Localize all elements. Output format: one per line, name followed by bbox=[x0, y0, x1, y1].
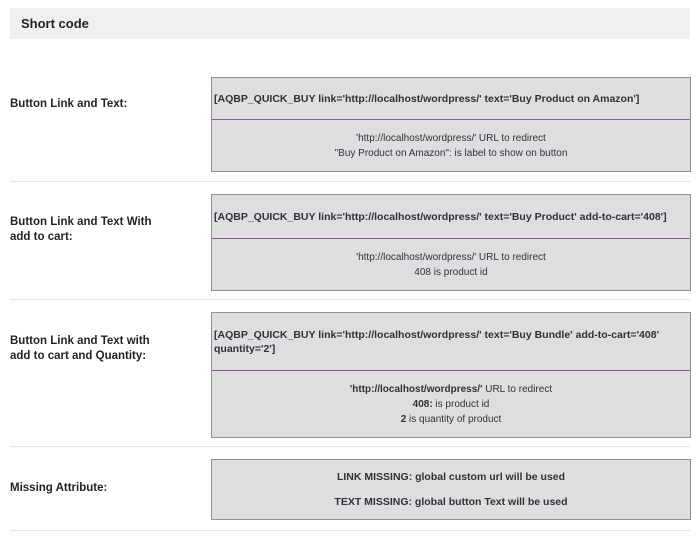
row-label-missing-attribute bbox=[10, 481, 200, 496]
shortcode-text[interactable]: [AQBP_QUICK_BUY link='http://localhost/wordpress/' text='Buy Bundle' add-to-cart='408' quantity='2'] bbox=[212, 313, 690, 371]
shortcode-description bbox=[212, 120, 690, 171]
missing-attribute-notes bbox=[212, 460, 690, 519]
description-line bbox=[401, 412, 502, 427]
row-label-add-to-cart bbox=[10, 215, 200, 245]
description-rest: is quantity of product bbox=[406, 413, 502, 425]
description-bold: 2 bbox=[400, 413, 407, 425]
shortcode-box-add-to-cart-quantity bbox=[211, 312, 691, 438]
row-divider bbox=[10, 299, 690, 300]
description-bold: 'http://localhost/wordpress/' bbox=[349, 383, 483, 395]
link-missing-note: LINK MISSING: global custom url will be used bbox=[336, 471, 566, 483]
section-title: Short code bbox=[10, 8, 690, 39]
shortcode-text[interactable]: [AQBP_QUICK_BUY link='http://localhost/wordpress/' text='Buy Product on Amazon'] bbox=[212, 78, 690, 120]
description-line bbox=[413, 397, 490, 412]
description-line: "Buy Product on Amazon": is label to show on button bbox=[334, 147, 568, 159]
row-label-line: add to cart and Quantity: bbox=[10, 350, 147, 362]
row-label-line: Button Link and Text: bbox=[10, 98, 128, 110]
shortcode-text[interactable]: [AQBP_QUICK_BUY link='http://localhost/wordpress/' text='Buy Product' add-to-cart='408'] bbox=[212, 195, 690, 239]
description-bold: 408: bbox=[412, 398, 433, 410]
shortcode-description bbox=[212, 371, 690, 437]
description-rest: URL to redirect bbox=[482, 383, 553, 395]
row-label-line: Button Link and Text With bbox=[10, 216, 152, 228]
shortcode-box-add-to-cart bbox=[211, 194, 691, 291]
row-label-line: Missing Attribute: bbox=[10, 482, 108, 494]
description-rest: is product id bbox=[432, 398, 490, 410]
text-missing-note: TEXT MISSING: global button Text will be used bbox=[334, 496, 568, 508]
shortcode-description bbox=[212, 239, 690, 290]
shortcode-box-button-link-text bbox=[211, 77, 691, 172]
row-label-button-link-text bbox=[10, 97, 200, 112]
description-line: 'http://localhost/wordpress/' URL to redirect bbox=[356, 132, 546, 144]
row-label-line: Button Link and Text with bbox=[10, 335, 150, 347]
description-line: 408 is product id bbox=[414, 266, 488, 278]
description-line: 'http://localhost/wordpress/' URL to redirect bbox=[356, 251, 546, 263]
row-divider bbox=[10, 446, 690, 447]
description-line bbox=[350, 382, 552, 397]
row-label-add-to-cart-quantity bbox=[10, 334, 200, 364]
row-divider bbox=[10, 530, 690, 531]
row-divider bbox=[10, 181, 690, 182]
row-label-line: add to cart: bbox=[10, 231, 73, 243]
missing-attribute-box bbox=[211, 459, 691, 520]
